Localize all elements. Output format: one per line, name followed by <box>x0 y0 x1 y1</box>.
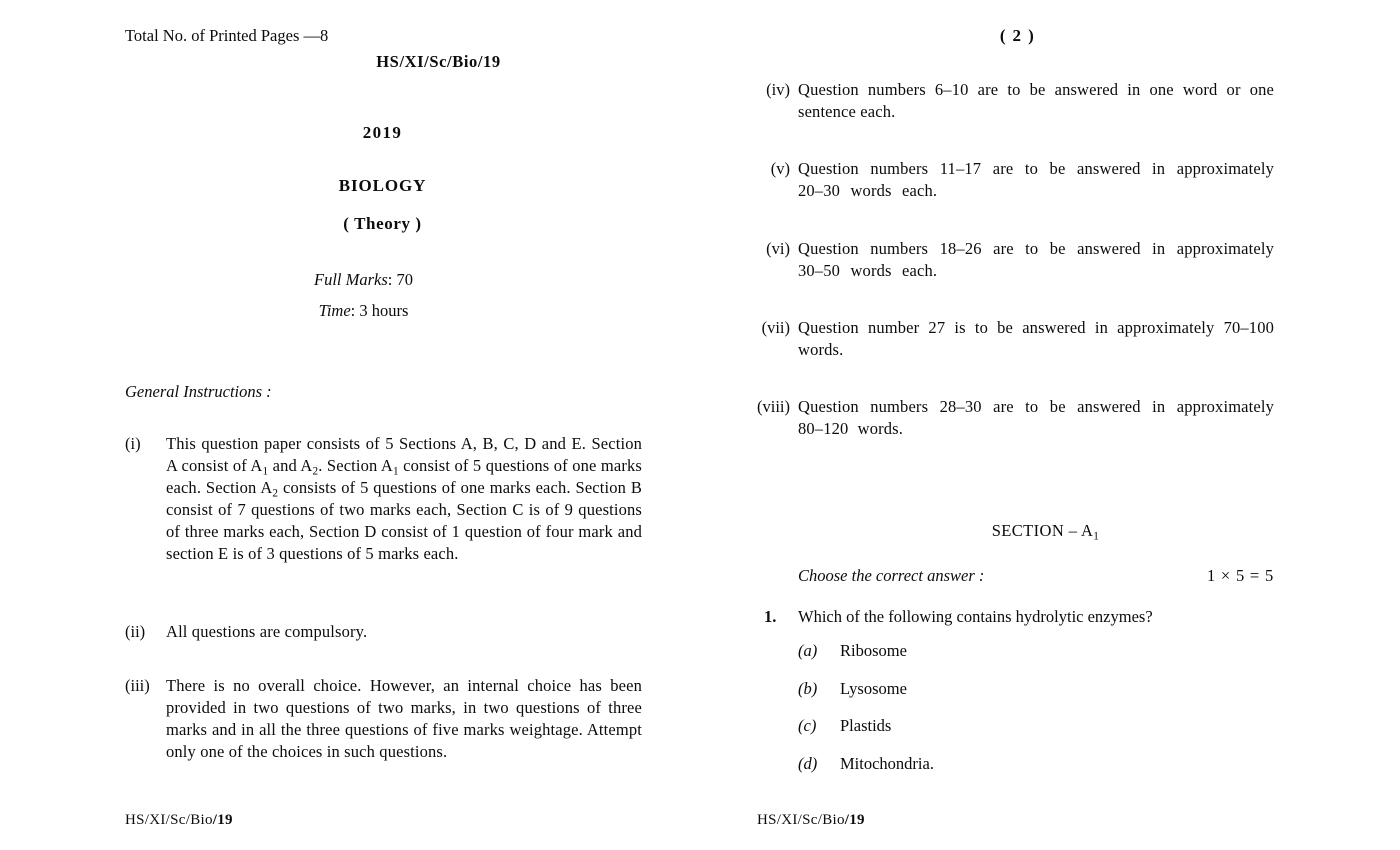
page-number: ( 2 ) <box>999 26 1036 45</box>
footer-paper-number: /19 <box>212 812 233 828</box>
right-column <box>757 0 1274 850</box>
instruction-item-v <box>757 158 1274 202</box>
exam-year: 2019 <box>362 123 403 142</box>
option-label: (c) <box>798 716 817 735</box>
instruction-text: Question numbers 6–10 are to be answered in one word or one sentence each. <box>798 80 1274 121</box>
instruction-text-part: . Section A <box>318 456 393 475</box>
time-label: Time <box>318 301 351 320</box>
subscript: 2 <box>312 465 319 478</box>
full-marks-line <box>125 270 642 290</box>
instruction-text-part: consist of 5 questions of one marks each. Section A <box>166 456 642 497</box>
option-a[interactable] <box>798 640 1238 678</box>
option-text: Mitochondria. <box>840 753 934 773</box>
subject-title: BIOLOGY <box>338 176 427 195</box>
instruction-text: There is no overall choice. However, an internal choice has been provided in two questions of two marks, in two questions of three marks and in all the three questions of five marks weightage. Attempt only one of the choices in such questions. <box>166 676 642 761</box>
section-marks: 1 × 5 = 5 <box>1206 566 1274 585</box>
instruction-text: Question number 27 is to be answered in approximately 70–100 words. <box>798 318 1274 359</box>
footer-paper-code: HS/XI/Sc/Bio <box>125 812 213 828</box>
instruction-marker: (iv) <box>766 80 790 99</box>
time-line <box>125 301 642 321</box>
instruction-text-part: and A <box>268 456 313 475</box>
general-instructions-heading: General Instructions : <box>125 382 272 401</box>
option-label: (a) <box>798 641 818 660</box>
question-number: 1. <box>764 607 777 626</box>
instruction-item-i <box>125 433 642 565</box>
instruction-text: All questions are compulsory. <box>166 622 368 641</box>
question-text: Which of the following contains hydrolytic enzymes? <box>798 607 1153 626</box>
instruction-text-part: consists of 5 questions of one marks each. Section B consist of 7 questions of two marks each, Section C is of 9 questions of three marks each, Section D consist of 1 question of four mark and section E is of 3 questions of 5 marks each. <box>166 478 642 563</box>
instruction-item-iv <box>757 79 1274 123</box>
footer-right <box>757 812 865 829</box>
subject-subtitle: ( Theory ) <box>343 214 422 233</box>
section-directive-row <box>798 566 1274 586</box>
option-c[interactable] <box>798 715 1238 753</box>
instruction-marker: (ii) <box>125 622 146 641</box>
option-label: (b) <box>798 678 818 698</box>
instruction-marker: (viii) <box>757 397 790 416</box>
option-list <box>798 640 1238 790</box>
option-b[interactable] <box>798 678 1238 716</box>
instruction-item-viii <box>757 396 1274 440</box>
instruction-marker: (vii) <box>761 318 790 337</box>
left-column <box>125 0 642 850</box>
instruction-text <box>166 433 642 565</box>
section-heading-label: SECTION – A <box>991 521 1094 540</box>
section-directive: Choose the correct answer : <box>798 566 985 585</box>
option-text: Plastids <box>840 716 892 735</box>
full-marks-label: Full Marks <box>313 270 388 289</box>
option-label: (d) <box>798 753 818 773</box>
instruction-text: Question numbers 28–30 are to be answered in approximately 80–120 words. <box>798 397 1274 438</box>
subscript: 1 <box>1093 530 1100 543</box>
option-text: Lysosome <box>840 678 907 698</box>
footer-paper-code: HS/XI/Sc/Bio <box>757 812 845 828</box>
instruction-text: Question numbers 18–26 are to be answered in approximately 30–50 words each. <box>798 239 1274 280</box>
instruction-marker: (v) <box>770 159 790 178</box>
instruction-item-iii <box>125 675 642 763</box>
instruction-item-vi <box>757 238 1274 282</box>
paper-code-header: HS/XI/Sc/Bio/19 <box>376 52 501 71</box>
footer-left <box>125 812 233 829</box>
instruction-marker: (vi) <box>766 239 790 258</box>
instruction-text: Question numbers 11–17 are to be answered in approximately 20–30 words each. <box>798 159 1274 200</box>
question-1 <box>757 606 1274 773</box>
instruction-marker: (i) <box>125 434 141 453</box>
full-marks-value: : 70 <box>387 270 413 289</box>
instruction-text-part: This question paper consists of 5 Sections A, B, C, D and E. Section A consist of A <box>166 434 642 475</box>
subscript: 1 <box>393 465 399 478</box>
instruction-marker: (iii) <box>125 676 150 695</box>
instruction-item-ii <box>125 621 642 643</box>
printed-pages-note: Total No. of Printed Pages —8 <box>125 26 329 45</box>
instruction-item-vii <box>757 317 1274 361</box>
footer-paper-number: /19 <box>844 812 865 828</box>
option-text: Ribosome <box>840 641 907 660</box>
subscript: 2 <box>272 487 279 500</box>
section-heading <box>757 521 1274 541</box>
option-d[interactable] <box>798 753 1238 791</box>
subscript: 1 <box>262 465 269 478</box>
time-value: : 3 hours <box>350 301 409 320</box>
